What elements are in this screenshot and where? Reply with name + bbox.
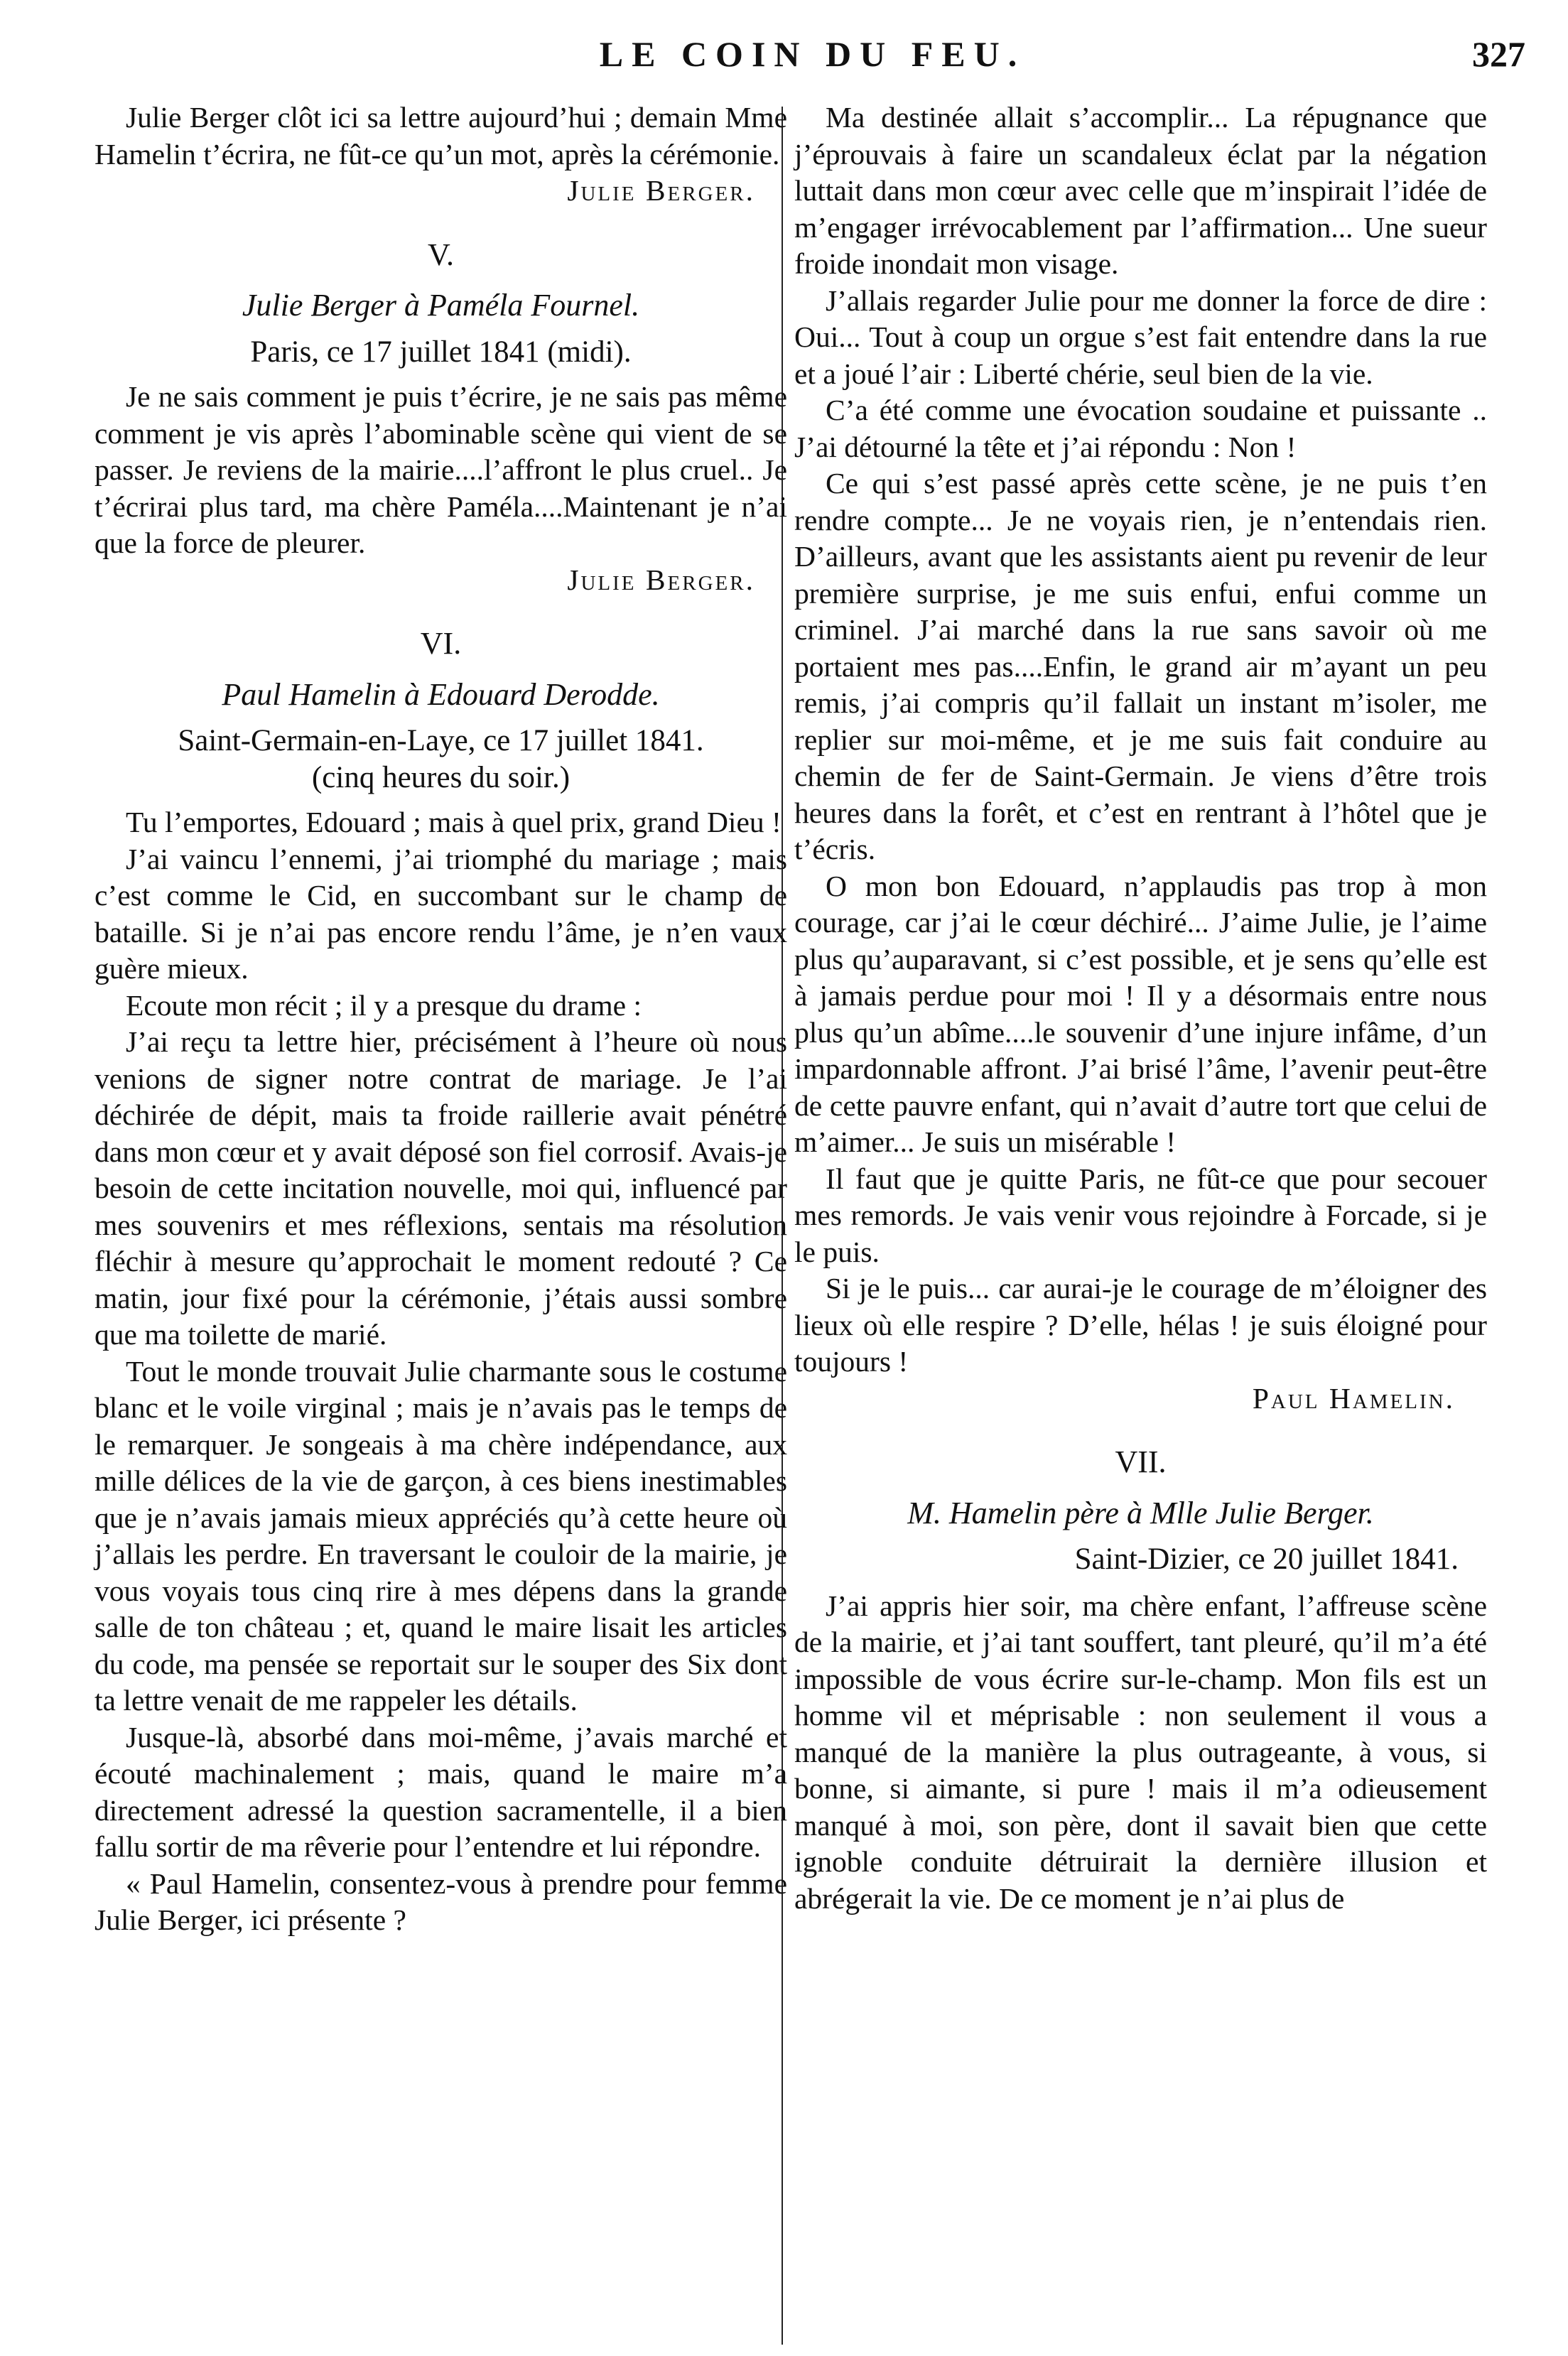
signature: Paul Hamelin. [1252,1381,1455,1415]
left-column [94,99,787,1939]
letter-dateline: Paris, ce 17 juillet 1841 (midi). [250,335,632,369]
paragraph: C’a été comme une évocation soudaine et puissante .. J’ai détourné la tête et j’ai répondu : Non ! [794,394,1487,463]
page-number: 327 [1472,34,1525,74]
signature: Julie Berger. [567,174,755,207]
paragraph: « Paul Hamelin, consentez-vous à prendre pour femme Julie Berger, ici présente ? [94,1866,787,1936]
paragraph: Ecoute mon récit ; il y a presque du drame : [126,988,642,1022]
paragraph: Il faut que je quitte Paris, ne fût-ce que pour secouer mes remords. Je vais venir vous rejoindre à Forcade, si je le puis. [794,1162,1487,1268]
page-header [99,26,1525,82]
paragraph: Si je le puis... car aurai-je le courage de m’éloigner des lieux où elle respire ? D’elle, hélas ! je suis éloigné pour toujours ! [794,1272,1487,1378]
letter-heading: M. Hamelin père à Mlle Julie Berger. [907,1495,1374,1530]
paragraph: J’ai appris hier soir, ma chère enfant, l’affreuse scène de la mairie, et j’ai tant souffert, tant pleuré, qu’il m’a été impossible de vous écrire sur-le-champ. Mon fils est un homme vil et méprisable : non seulement il vous a manqué de la manière la plus outrageante, à vous, si bonne, si aimante, si pure ! mais il m’a odieusement manqué à moi, son père, dont il savait bien que cette ignoble conduite détruirait la dernière illusion et abrégerait la vie. De ce moment je n’ai plus de [794,1589,1487,1915]
paragraph: Tout le monde trouvait Julie charmante sous le costume blanc et le voile virginal ; mais je n’avais pas le temps de le remarquer. Je songeais à ma chère indépendance, aux mille délices de la vie de garçon, à ces biens inestimables que je n’avais jamais mieux appréciés qu’à cette heure où j’allais les perdre. En traversant le couloir de la mairie, je vous voyais tous cinq rire à mes dépens dans la grande salle de ton château ; et, quand le maire lisait les articles du code, ma pensée se reportait sur le souper des Six dont ta lettre venait de me rappeler les détails. [94,1354,787,1717]
paragraph: J’ai vaincu l’ennemi, j’ai triomphé du mariage ; mais c’est comme le Cid, en succombant sur le champ de bataille. Si je n’ai pas encore rendu l’âme, je n’en vaux guère mieux. [94,842,787,985]
signature: Julie Berger. [567,563,755,596]
paragraph: Ma destinée allait s’accomplir... La répugnance que j’éprouvais à faire un scandaleux éclat par la négation luttait dans mon cœur avec celle que m’inspirait l’idée de m’engager irrévocablement par l’affirmation... Une sueur froide inondait mon visage. [794,101,1487,280]
paragraph: Julie Berger clôt ici sa lettre aujourd’hui ; demain Mme Hamelin t’écrira, ne fût-ce qu’un mot, après la cérémonie. [94,101,787,171]
letter-heading: Paul Hamelin à Edouard Derodde. [222,676,660,712]
letter-dateline: Saint-Germain-en-Laye, ce 17 juillet 1841. [178,724,704,757]
paragraph: J’ai reçu ta lettre hier, précisément à l’heure où nous venions de signer notre contrat de mariage. Je l’ai déchirée de dépit, mais ta froide raillerie avait pénétré dans mon cœur et y avait déposé son fiel corrosif. Avais-je besoin de cette incitation nouvelle, moi qui, influencé par mes souvenirs et mes réflexions, sentais ma résolution fléchir à mesure qu’approchait le moment redouté ? Ce matin, jour fixé pour la cérémonie, j’étais aussi sombre que ma toilette de marié. [94,1025,787,1351]
paragraph: O mon bon Edouard, n’applaudis pas trop à mon courage, car j’ai le cœur déchiré... J’aime Julie, je l’aime plus qu’auparavant, si c’est possible, et je sens qu’elle est à jamais perdue pour moi ! Il y a désormais entre nous plus qu’un abîme....le souvenir d’une injure infâme, d’un impardonnable affront. J’ai brisé l’âme, l’avenir peut-être de cette pauvre enfant, qui n’avait d’autre tort que celui de m’aimer... Je suis un misérable ! [794,869,1487,1158]
paragraph: J’allais regarder Julie pour me donner la force de dire : Oui... Tout à coup un orgue s’est fait entendre dans la rue et a joué l’air : Liberté chérie, seul bien de la vie. [794,283,1487,390]
paragraph: Je ne sais comment je puis t’écrire, je ne sais pas même comment je vis après l’abominable scène qui vient de se passer. Je reviens de la mairie....l’affront le plus cruel.. Je t’écrirai plus tard, ma chère Paméla....Maintenant je n’ai que la force de pleurer. [94,380,787,559]
letter-heading: Julie Berger à Paméla Fournel. [242,288,640,323]
running-title: LE COIN DU FEU. [599,34,1026,74]
paragraph: Ce qui s’est passé après cette scène, je ne puis t’en rendre compte... Je ne voyais rien, je n’entendais rien. D’ailleurs, avant que les assistants aient pu revenir de leur première surprise, je me suis enfui, enfui comme un criminel. J’ai marché dans la rue sans savoir où me portaient mes pas....Enfin, le grand air m’ayant un peu remis, j’ai compris qu’il fallait un instant m’isoler, me replier sur moi-même, et je me suis fait conduire au chemin de fer de Saint-Germain. Je viens d’être trois heures dans la forêt, et c’est en rentrant à l’hôtel que je t’écris. [794,467,1487,865]
letter-dateline: Saint-Dizier, ce 20 juillet 1841. [1074,1542,1459,1576]
paragraph: Jusque-là, absorbé dans moi-même, j’avais marché et écouté machinalement ; mais, quand le maire m’a directement adressé la question sacramentelle, il a bien fallu sortir de ma rêverie pour l’entendre et lui répondre. [94,1720,787,1863]
letter-number: VII. [1115,1444,1167,1479]
letter-number: VI. [420,626,462,661]
letter-dateline-time: (cinq heures du soir.) [311,760,571,794]
right-column [794,99,1487,1917]
letter-number: V. [427,237,455,272]
paragraph: Tu l’emportes, Edouard ; mais à quel prix, grand Dieu ! [126,806,782,838]
